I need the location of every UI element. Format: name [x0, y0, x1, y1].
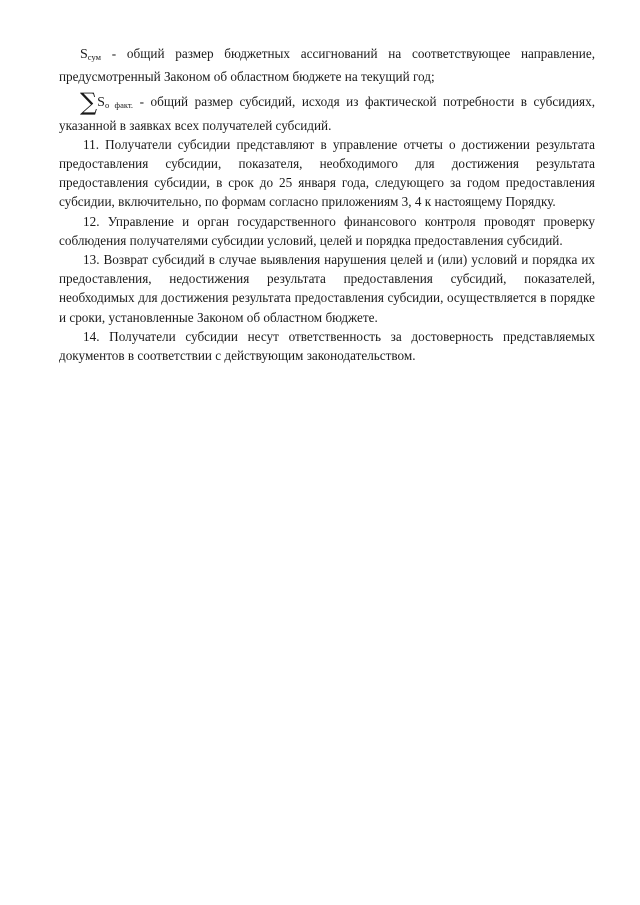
document-page — [59, 44, 595, 365]
paragraph-12: 12. Управление и орган государственного финансового контроля проводят проверку соблюдения получателями субсидии условий, целей и порядка предоставления субсидий. — [59, 213, 595, 248]
paragraph-13: 13. Возврат субсидий в случае выявления нарушения целей и (или) условий и порядка их предоставления, недостижения результата предоставления субсидий, показателей, необходимых для достижения результата предоставления субсидии, осуществляется в порядке и сроки, установленные Законом об областном бюджете. — [59, 252, 595, 325]
formula-sigma-definition — [59, 90, 595, 134]
formula-symbol: S — [80, 47, 88, 62]
paragraph-11: 11. Получатели субсидии представляют в управление отчеты о достижении результата предоставления субсидии, показателя, необходимого для достижения результата предоставления субсидии, в срок до 25 января года, следующего за годом предоставления субсидии, включительно, по формам согласно приложениям 3, 4 к настоящему Порядку. — [59, 136, 595, 210]
formula-symbol: S — [97, 95, 105, 111]
paragraph-14: 14. Получатели субсидии несут ответственность за достоверность представляемых документов в соответствии с действующим законодательством. — [59, 328, 595, 364]
formula-description: - общий размер субсидий, исходя из фактической потребности в субсидиях, указанной в заявках всех получателей субсидий. — [59, 94, 595, 133]
formula-subscript: сум — [87, 52, 101, 62]
formula-subscript: о факт. — [104, 100, 134, 111]
formula-sum-definition — [59, 44, 595, 86]
sigma-symbol: ∑ — [80, 88, 98, 117]
formula-description: - общий размер бюджетных ассигнований на соответствующее направление, предусмотренный Законом об областном бюджете на текущий год; — [59, 46, 595, 85]
